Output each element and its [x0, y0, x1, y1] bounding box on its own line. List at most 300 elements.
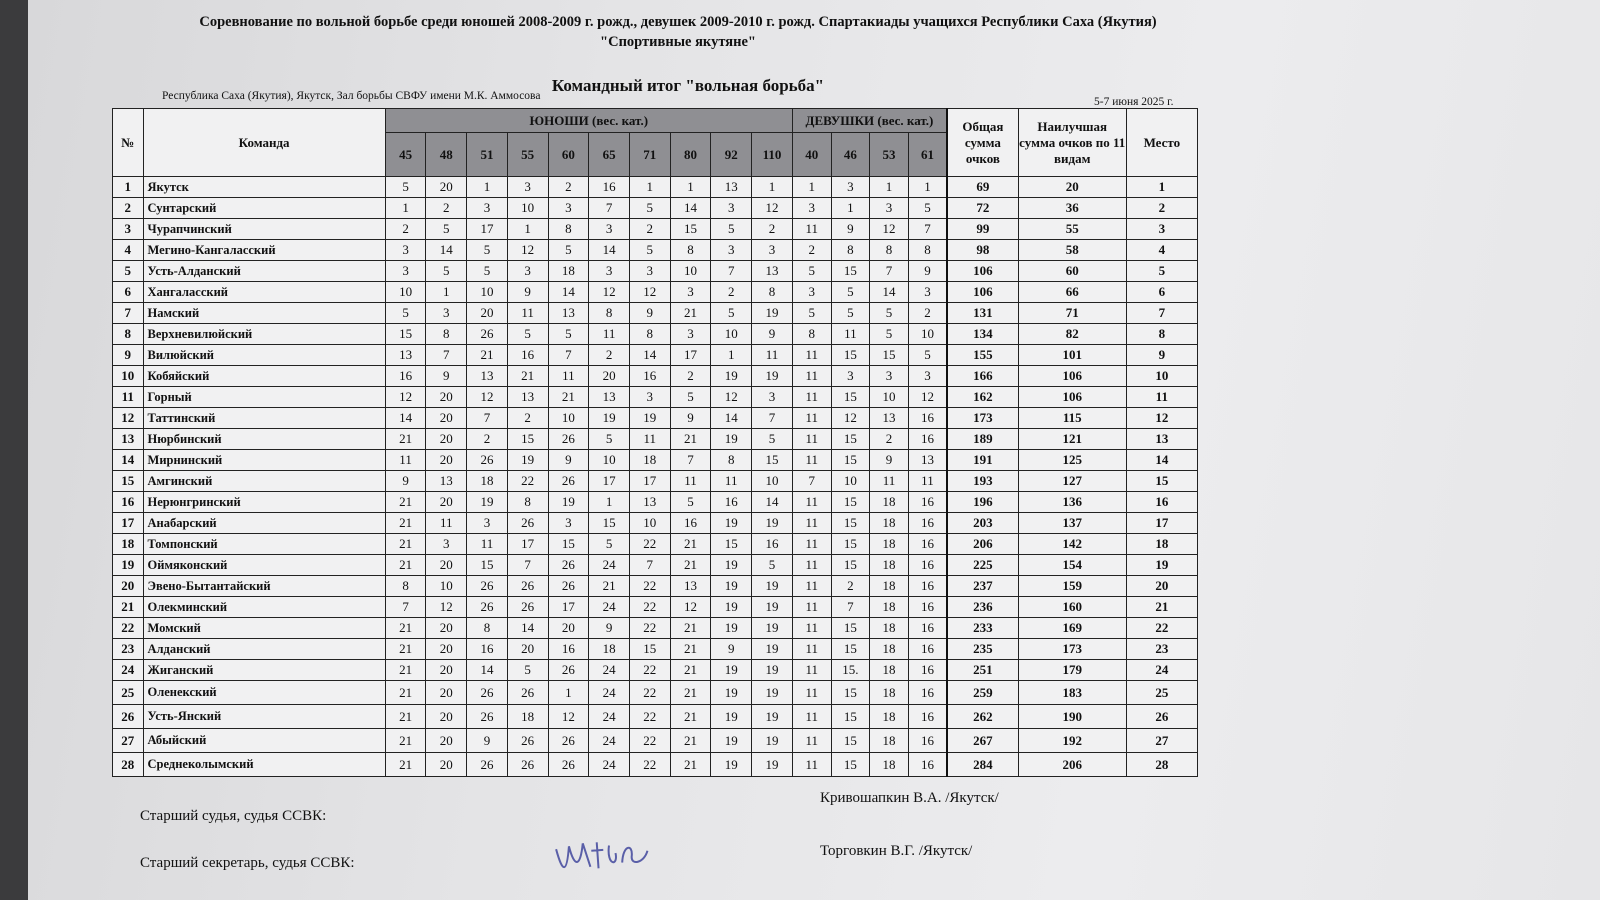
score-cell: 10 — [670, 261, 711, 282]
row-number: 18 — [113, 534, 144, 555]
score-cell: 7 — [507, 555, 548, 576]
score-cell: 1 — [507, 219, 548, 240]
score-cell: 10 — [507, 198, 548, 219]
score-cell: 12 — [831, 408, 870, 429]
score-cell: 5 — [711, 219, 752, 240]
score-cell: 3 — [752, 387, 793, 408]
score-cell: 21 — [670, 660, 711, 681]
place: 15 — [1126, 471, 1197, 492]
team-name: Сунтарский — [143, 198, 385, 219]
score-cell: 3 — [870, 198, 909, 219]
score-cell: 2 — [426, 198, 467, 219]
score-cell: 5 — [831, 282, 870, 303]
score-cell: 12 — [629, 282, 670, 303]
place: 21 — [1126, 597, 1197, 618]
row-number: 6 — [113, 282, 144, 303]
score-cell: 19 — [752, 660, 793, 681]
score-cell: 1 — [589, 492, 630, 513]
score-cell: 21 — [467, 345, 508, 366]
team-name: Верхневилюйский — [143, 324, 385, 345]
score-cell: 16 — [908, 492, 947, 513]
score-cell: 9 — [908, 261, 947, 282]
score-cell: 5 — [908, 198, 947, 219]
team-name: Олекминский — [143, 597, 385, 618]
score-cell: 21 — [670, 705, 711, 729]
total-score: 69 — [947, 177, 1018, 198]
weight-boys-45: 45 — [385, 133, 426, 177]
row-number: 4 — [113, 240, 144, 261]
score-cell: 12 — [908, 387, 947, 408]
score-cell: 1 — [792, 177, 831, 198]
score-cell: 3 — [385, 240, 426, 261]
score-cell: 1 — [548, 681, 589, 705]
row-number: 25 — [113, 681, 144, 705]
best-score: 154 — [1018, 555, 1126, 576]
score-cell: 20 — [589, 366, 630, 387]
weight-boys-92: 92 — [711, 133, 752, 177]
score-cell: 11 — [670, 471, 711, 492]
score-cell: 7 — [385, 597, 426, 618]
score-cell: 3 — [670, 282, 711, 303]
score-cell: 17 — [589, 471, 630, 492]
team-name: Горный — [143, 387, 385, 408]
score-cell: 2 — [711, 282, 752, 303]
score-cell: 5 — [752, 555, 793, 576]
score-cell: 3 — [831, 366, 870, 387]
score-cell: 3 — [870, 366, 909, 387]
best-score: 106 — [1018, 387, 1126, 408]
row-number: 1 — [113, 177, 144, 198]
score-cell: 26 — [548, 555, 589, 576]
score-cell: 3 — [711, 198, 752, 219]
score-cell: 10 — [426, 576, 467, 597]
score-cell: 18 — [870, 534, 909, 555]
score-cell: 26 — [507, 681, 548, 705]
score-cell: 19 — [711, 753, 752, 777]
score-cell: 19 — [752, 366, 793, 387]
score-cell: 7 — [670, 450, 711, 471]
team-name: Намский — [143, 303, 385, 324]
score-cell: 15 — [831, 618, 870, 639]
score-cell: 13 — [426, 471, 467, 492]
score-cell: 19 — [711, 681, 752, 705]
score-cell: 26 — [548, 576, 589, 597]
score-cell: 15 — [831, 753, 870, 777]
score-cell: 19 — [752, 729, 793, 753]
weight-girls-46: 46 — [831, 133, 870, 177]
score-cell: 1 — [629, 177, 670, 198]
score-cell: 14 — [467, 660, 508, 681]
score-cell: 12 — [507, 240, 548, 261]
score-cell: 21 — [670, 618, 711, 639]
team-name: Нерюнгринский — [143, 492, 385, 513]
row-number: 21 — [113, 597, 144, 618]
score-cell: 20 — [426, 639, 467, 660]
score-cell: 19 — [711, 555, 752, 576]
score-cell: 11 — [870, 471, 909, 492]
score-cell: 19 — [548, 492, 589, 513]
score-cell: 11 — [792, 408, 831, 429]
team-name: Оленекский — [143, 681, 385, 705]
score-cell: 18 — [870, 705, 909, 729]
score-cell: 20 — [467, 303, 508, 324]
score-cell: 5 — [426, 261, 467, 282]
chief-secretary-label: Старший секретарь, судья ССВК: — [140, 855, 355, 871]
score-cell: 7 — [870, 261, 909, 282]
score-cell: 19 — [711, 618, 752, 639]
total-score: 203 — [947, 513, 1018, 534]
total-score: 106 — [947, 282, 1018, 303]
score-cell: 16 — [908, 753, 947, 777]
score-cell: 7 — [548, 345, 589, 366]
score-cell: 5 — [792, 261, 831, 282]
score-cell: 19 — [589, 408, 630, 429]
score-cell: 12 — [711, 387, 752, 408]
score-cell: 3 — [426, 534, 467, 555]
score-cell: 12 — [385, 387, 426, 408]
score-cell: 1 — [831, 198, 870, 219]
score-cell: 15 — [629, 639, 670, 660]
place: 1 — [1126, 177, 1197, 198]
score-cell: 12 — [870, 219, 909, 240]
score-cell: 15 — [507, 429, 548, 450]
score-cell: 1 — [870, 177, 909, 198]
col-total: Общая сумма очков — [947, 109, 1018, 177]
best-score: 101 — [1018, 345, 1126, 366]
score-cell: 19 — [752, 597, 793, 618]
score-cell: 8 — [589, 303, 630, 324]
score-cell: 11 — [792, 345, 831, 366]
score-cell: 13 — [870, 408, 909, 429]
best-score: 169 — [1018, 618, 1126, 639]
score-cell: 7 — [831, 597, 870, 618]
table-row — [113, 492, 1198, 513]
score-cell: 15 — [831, 429, 870, 450]
total-score: 155 — [947, 345, 1018, 366]
score-cell: 15 — [831, 555, 870, 576]
score-cell: 18 — [629, 450, 670, 471]
total-score: 189 — [947, 429, 1018, 450]
score-cell: 24 — [589, 705, 630, 729]
score-cell: 9 — [426, 366, 467, 387]
place: 10 — [1126, 366, 1197, 387]
score-cell: 24 — [589, 753, 630, 777]
row-number: 16 — [113, 492, 144, 513]
score-cell: 5 — [589, 534, 630, 555]
score-cell: 11 — [711, 471, 752, 492]
best-score: 115 — [1018, 408, 1126, 429]
score-cell: 8 — [870, 240, 909, 261]
score-cell: 12 — [467, 387, 508, 408]
best-score: 136 — [1018, 492, 1126, 513]
weight-boys-55: 55 — [507, 133, 548, 177]
score-cell: 8 — [629, 324, 670, 345]
score-cell: 11 — [792, 387, 831, 408]
score-cell: 9 — [629, 303, 670, 324]
best-score: 121 — [1018, 429, 1126, 450]
score-cell: 15. — [831, 660, 870, 681]
score-cell: 3 — [589, 261, 630, 282]
score-cell: 11 — [548, 366, 589, 387]
score-cell: 5 — [831, 303, 870, 324]
score-cell: 12 — [589, 282, 630, 303]
score-cell: 21 — [385, 492, 426, 513]
place: 26 — [1126, 705, 1197, 729]
score-cell: 21 — [385, 639, 426, 660]
weight-boys-48: 48 — [426, 133, 467, 177]
best-score: 58 — [1018, 240, 1126, 261]
score-cell: 24 — [589, 660, 630, 681]
score-cell: 22 — [629, 681, 670, 705]
score-cell: 9 — [507, 282, 548, 303]
score-cell: 8 — [831, 240, 870, 261]
score-cell: 18 — [870, 576, 909, 597]
score-cell: 15 — [831, 639, 870, 660]
table-row — [113, 555, 1198, 576]
score-cell: 8 — [507, 492, 548, 513]
score-cell: 2 — [670, 366, 711, 387]
team-name: Хангаласский — [143, 282, 385, 303]
score-cell: 11 — [792, 366, 831, 387]
best-score: 127 — [1018, 471, 1126, 492]
score-cell: 13 — [385, 345, 426, 366]
total-score: 131 — [947, 303, 1018, 324]
weight-boys-110: 110 — [752, 133, 793, 177]
row-number: 9 — [113, 345, 144, 366]
score-cell: 20 — [426, 429, 467, 450]
table-row — [113, 597, 1198, 618]
best-score: 159 — [1018, 576, 1126, 597]
score-cell: 11 — [792, 597, 831, 618]
score-cell: 2 — [385, 219, 426, 240]
total-score: 106 — [947, 261, 1018, 282]
col-place: Место — [1126, 109, 1197, 177]
place: 16 — [1126, 492, 1197, 513]
table-row — [113, 450, 1198, 471]
weight-boys-51: 51 — [467, 133, 508, 177]
place: 22 — [1126, 618, 1197, 639]
row-number: 11 — [113, 387, 144, 408]
best-score: 190 — [1018, 705, 1126, 729]
score-cell: 10 — [831, 471, 870, 492]
place: 7 — [1126, 303, 1197, 324]
row-number: 7 — [113, 303, 144, 324]
score-cell: 16 — [908, 618, 947, 639]
team-name: Эвено-Бытантайский — [143, 576, 385, 597]
place: 18 — [1126, 534, 1197, 555]
best-score: 36 — [1018, 198, 1126, 219]
table-row — [113, 660, 1198, 681]
total-score: 72 — [947, 198, 1018, 219]
place: 12 — [1126, 408, 1197, 429]
row-number: 20 — [113, 576, 144, 597]
score-cell: 16 — [548, 639, 589, 660]
total-score: 237 — [947, 576, 1018, 597]
weight-girls-40: 40 — [792, 133, 831, 177]
total-score: 267 — [947, 729, 1018, 753]
row-number: 14 — [113, 450, 144, 471]
score-cell: 5 — [467, 261, 508, 282]
weight-boys-60: 60 — [548, 133, 589, 177]
score-cell: 14 — [629, 345, 670, 366]
score-cell: 20 — [426, 555, 467, 576]
score-cell: 16 — [908, 639, 947, 660]
score-cell: 18 — [870, 753, 909, 777]
score-cell: 18 — [870, 729, 909, 753]
score-cell: 17 — [467, 219, 508, 240]
score-cell: 21 — [385, 618, 426, 639]
score-cell: 5 — [385, 177, 426, 198]
col-number: № — [113, 109, 144, 177]
score-cell: 26 — [467, 681, 508, 705]
score-cell: 26 — [507, 729, 548, 753]
score-cell: 11 — [426, 513, 467, 534]
score-cell: 15 — [467, 555, 508, 576]
score-cell: 11 — [589, 324, 630, 345]
score-cell: 26 — [507, 597, 548, 618]
total-score: 98 — [947, 240, 1018, 261]
score-cell: 1 — [467, 177, 508, 198]
score-cell: 5 — [711, 303, 752, 324]
total-score: 173 — [947, 408, 1018, 429]
place: 8 — [1126, 324, 1197, 345]
score-cell: 11 — [792, 705, 831, 729]
team-name: Алданский — [143, 639, 385, 660]
place: 14 — [1126, 450, 1197, 471]
score-cell: 7 — [752, 408, 793, 429]
score-cell: 3 — [507, 261, 548, 282]
results-table — [112, 108, 1198, 777]
score-cell: 19 — [711, 513, 752, 534]
table-row — [113, 753, 1198, 777]
score-cell: 16 — [908, 534, 947, 555]
place: 24 — [1126, 660, 1197, 681]
total-score: 134 — [947, 324, 1018, 345]
score-cell: 7 — [908, 219, 947, 240]
score-cell: 19 — [752, 303, 793, 324]
score-cell: 5 — [670, 492, 711, 513]
score-cell: 16 — [908, 408, 947, 429]
score-cell: 5 — [792, 303, 831, 324]
weight-boys-80: 80 — [670, 133, 711, 177]
score-cell: 16 — [908, 555, 947, 576]
score-cell: 20 — [426, 660, 467, 681]
score-cell: 21 — [670, 429, 711, 450]
table-row — [113, 324, 1198, 345]
score-cell: 15 — [870, 345, 909, 366]
score-cell: 9 — [589, 618, 630, 639]
table-row — [113, 576, 1198, 597]
score-cell: 14 — [870, 282, 909, 303]
team-name: Усть-Алданский — [143, 261, 385, 282]
score-cell: 21 — [385, 753, 426, 777]
score-cell: 26 — [548, 729, 589, 753]
weight-boys-65: 65 — [589, 133, 630, 177]
team-name: Мирнинский — [143, 450, 385, 471]
score-cell: 1 — [752, 177, 793, 198]
score-cell: 20 — [507, 639, 548, 660]
table-row — [113, 282, 1198, 303]
score-cell: 14 — [385, 408, 426, 429]
score-cell: 3 — [385, 261, 426, 282]
score-cell: 10 — [629, 513, 670, 534]
row-number: 3 — [113, 219, 144, 240]
row-number: 15 — [113, 471, 144, 492]
score-cell: 3 — [548, 513, 589, 534]
score-cell: 3 — [752, 240, 793, 261]
score-cell: 26 — [467, 705, 508, 729]
score-cell: 18 — [507, 705, 548, 729]
score-cell: 13 — [711, 177, 752, 198]
team-name: Анабарский — [143, 513, 385, 534]
score-cell: 11 — [792, 753, 831, 777]
score-cell: 22 — [629, 597, 670, 618]
team-name: Чурапчинский — [143, 219, 385, 240]
score-cell: 21 — [385, 705, 426, 729]
score-cell: 21 — [589, 576, 630, 597]
score-cell: 18 — [870, 492, 909, 513]
score-cell: 16 — [467, 639, 508, 660]
score-cell: 10 — [908, 324, 947, 345]
score-cell: 3 — [467, 198, 508, 219]
score-cell: 14 — [426, 240, 467, 261]
score-cell: 11 — [792, 513, 831, 534]
score-cell: 15 — [831, 387, 870, 408]
score-cell: 9 — [752, 324, 793, 345]
team-name: Таттинский — [143, 408, 385, 429]
score-cell: 19 — [752, 639, 793, 660]
best-score: 82 — [1018, 324, 1126, 345]
team-name: Томпонский — [143, 534, 385, 555]
score-cell: 2 — [908, 303, 947, 324]
score-cell: 16 — [908, 660, 947, 681]
score-cell: 5 — [589, 429, 630, 450]
score-cell: 26 — [548, 753, 589, 777]
score-cell: 13 — [548, 303, 589, 324]
score-cell: 8 — [548, 219, 589, 240]
total-score: 233 — [947, 618, 1018, 639]
score-cell: 21 — [385, 729, 426, 753]
score-cell: 18 — [870, 639, 909, 660]
score-cell: 15 — [548, 534, 589, 555]
team-name: Жиганский — [143, 660, 385, 681]
score-cell: 26 — [467, 324, 508, 345]
score-cell: 14 — [548, 282, 589, 303]
score-cell: 11 — [385, 450, 426, 471]
table-row — [113, 429, 1198, 450]
score-cell: 15 — [831, 729, 870, 753]
score-cell: 9 — [831, 219, 870, 240]
weight-boys-71: 71 — [629, 133, 670, 177]
total-score: 99 — [947, 219, 1018, 240]
col-group-girls: ДЕВУШКИ (вес. кат.) — [792, 109, 947, 133]
score-cell: 11 — [792, 681, 831, 705]
score-cell: 19 — [467, 492, 508, 513]
score-cell: 21 — [670, 303, 711, 324]
total-score: 251 — [947, 660, 1018, 681]
table-row — [113, 219, 1198, 240]
score-cell: 10 — [752, 471, 793, 492]
score-cell: 3 — [467, 513, 508, 534]
score-cell: 8 — [711, 450, 752, 471]
score-cell: 7 — [426, 345, 467, 366]
score-cell: 13 — [752, 261, 793, 282]
score-cell: 11 — [792, 555, 831, 576]
score-cell: 10 — [467, 282, 508, 303]
total-score: 262 — [947, 705, 1018, 729]
team-name: Якутск — [143, 177, 385, 198]
score-cell: 11 — [507, 303, 548, 324]
